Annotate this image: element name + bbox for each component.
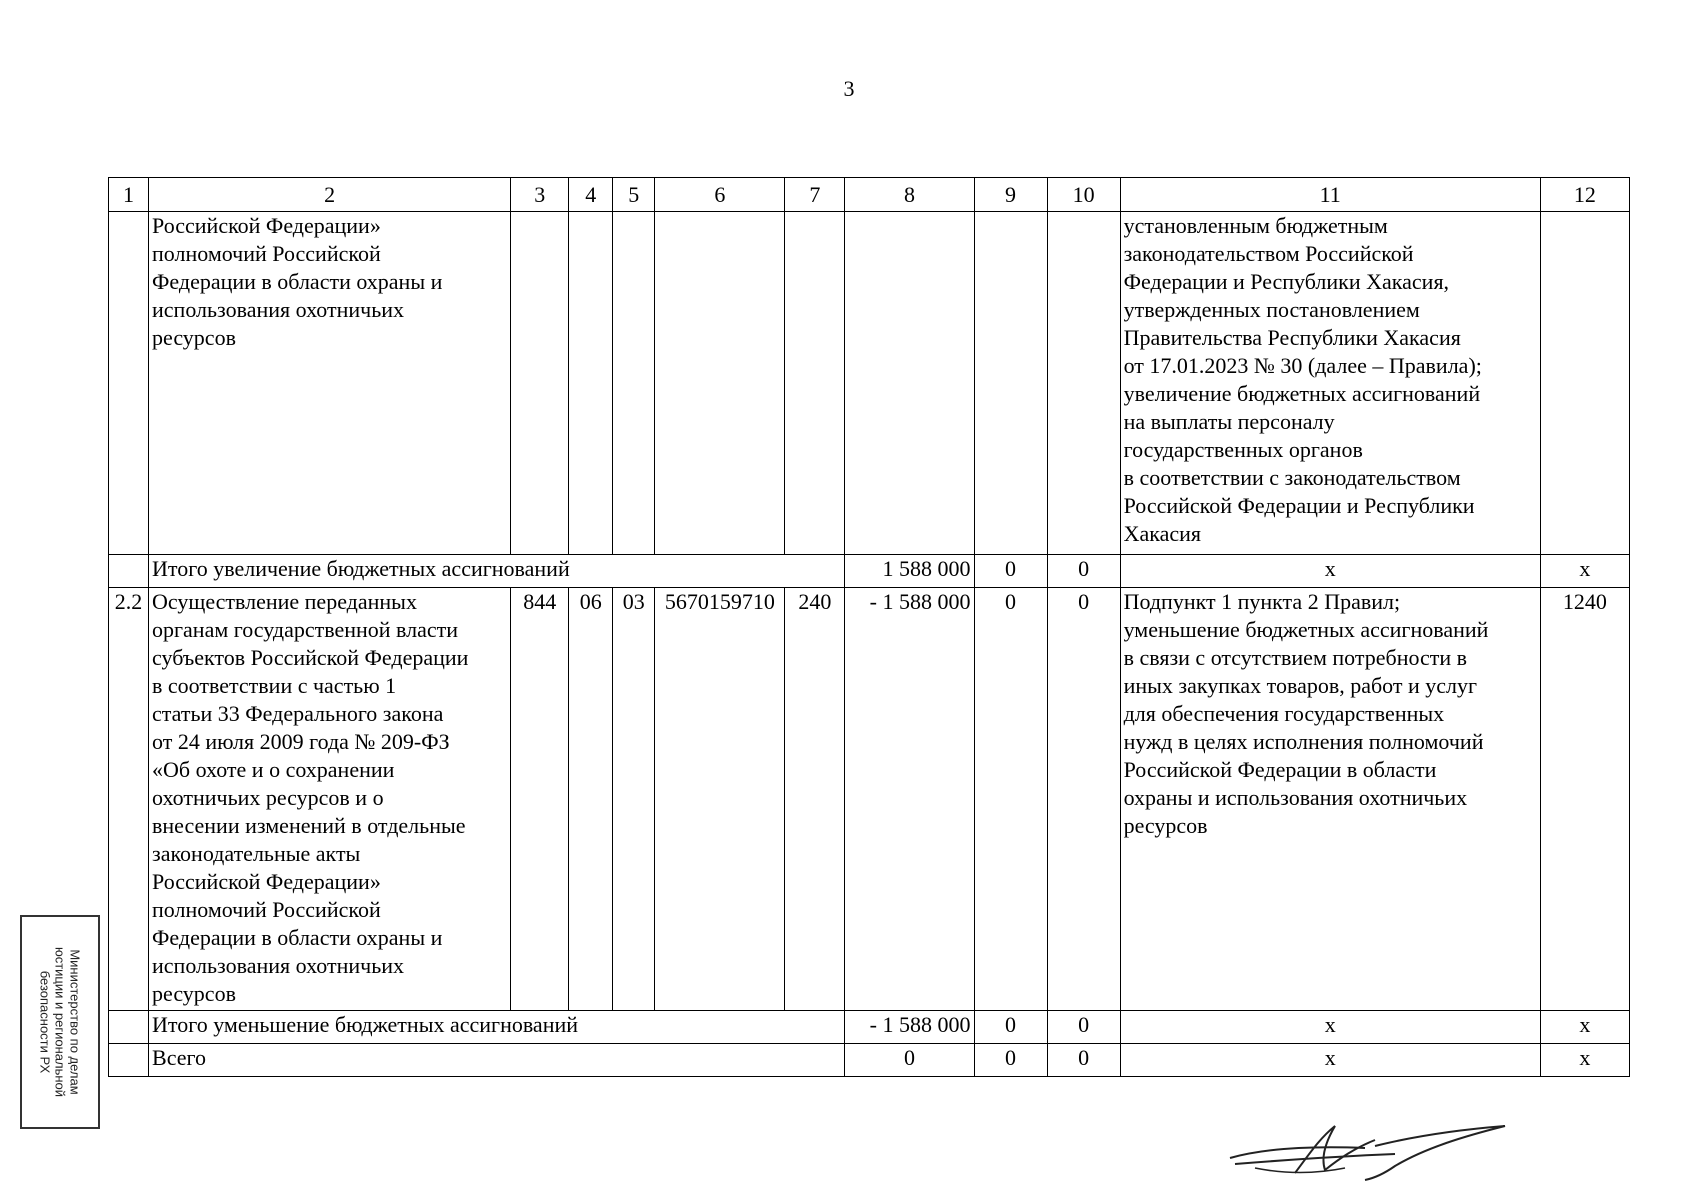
cell-num xyxy=(109,212,149,555)
total-decrease-label: Итого уменьшение бюджетных ассигнований xyxy=(149,1011,845,1044)
cell-name: Осуществление переданных органам государственной власти субъектов Российской Федерации в соответствии с частью 1 статьи 33 Федерального закона от 24 июля 2009 года № 209-ФЗ «Об охоте и о сохранении охотничьих ресурсов и о внесении изменений в отдельные законодательные акты Российской Федерации» полномочий Российской Федерации в области охраны и использования охотничьих ресурсов xyxy=(149,588,511,1011)
column-header: 12 xyxy=(1540,178,1629,212)
page-number: 3 xyxy=(843,76,855,101)
total-increase-col9: 0 xyxy=(974,555,1047,588)
cell-col9: 0 xyxy=(974,588,1047,1011)
cell-col8: - 1 588 000 xyxy=(845,588,974,1011)
cell-empty xyxy=(655,212,785,555)
cell-col5: 03 xyxy=(613,588,655,1011)
registration-stamp xyxy=(20,915,100,1129)
budget-table xyxy=(108,177,1630,1077)
cell-col7: 240 xyxy=(785,588,845,1011)
stamp-text: Министерство по делам юстиции и региональной безопасности РХ xyxy=(37,946,83,1098)
total-decrease-col12: x xyxy=(1540,1011,1629,1044)
cell-col6: 5670159710 xyxy=(655,588,785,1011)
grand-total-col12: x xyxy=(1540,1044,1629,1077)
signature-icon xyxy=(1225,1118,1510,1183)
cell-empty xyxy=(613,212,655,555)
cell-basis: Подпункт 1 пункта 2 Правил; уменьшение бюджетных ассигнований в связи с отсутствием потребности в иных закупках товаров, работ и услуг для обеспечения государственных нужд в целях исполнения полномочий Российской Федерации в области охраны и использования охотничьих ресурсов xyxy=(1120,588,1540,1011)
grand-total-col11: x xyxy=(1120,1044,1540,1077)
grand-total-col8: 0 xyxy=(845,1044,974,1077)
column-header: 3 xyxy=(511,178,569,212)
table-row-item-2-2 xyxy=(109,588,1630,1011)
total-increase-col8: 1 588 000 xyxy=(845,555,974,588)
column-header: 4 xyxy=(569,178,613,212)
cell-col3: 844 xyxy=(511,588,569,1011)
column-header: 1 xyxy=(109,178,149,212)
cell-name: Российской Федерации» полномочий Российской Федерации в области охраны и использования охотничьих ресурсов xyxy=(149,212,511,555)
header-row xyxy=(109,178,1630,212)
column-header: 2 xyxy=(149,178,511,212)
cell-col12: 1240 xyxy=(1540,588,1629,1011)
total-increase-col11: x xyxy=(1120,555,1540,588)
cell-col4: 06 xyxy=(569,588,613,1011)
grand-total-col9: 0 xyxy=(974,1044,1047,1077)
column-header: 10 xyxy=(1047,178,1120,212)
column-header: 6 xyxy=(655,178,785,212)
cell-basis: установленным бюджетным законодательством Российской Федерации и Республики Хакасия, утвержденных постановлением Правительства Республики Хакасия от 17.01.2023 № 30 (далее – Правила); увеличение бюджетных ассигнований на выплаты персоналу государственных органов в соответствии с законодательством Российской Федерации и Республики Хакасия xyxy=(1120,212,1540,555)
total-decrease-col8: - 1 588 000 xyxy=(845,1011,974,1044)
total-decrease-col11: x xyxy=(1120,1011,1540,1044)
cell-empty xyxy=(1540,212,1629,555)
cell-col10: 0 xyxy=(1047,588,1120,1011)
column-header: 7 xyxy=(785,178,845,212)
cell-num: 2.2 xyxy=(109,588,149,1011)
cell-empty xyxy=(974,212,1047,555)
grand-total-col10: 0 xyxy=(1047,1044,1120,1077)
cell-empty xyxy=(511,212,569,555)
table-row-continuation xyxy=(109,212,1630,555)
table-row-total-increase xyxy=(109,555,1630,588)
table-row-grand-total xyxy=(109,1044,1630,1077)
cell-empty xyxy=(569,212,613,555)
cell-empty xyxy=(109,1044,149,1077)
total-decrease-col9: 0 xyxy=(974,1011,1047,1044)
total-decrease-col10: 0 xyxy=(1047,1011,1120,1044)
column-header: 11 xyxy=(1120,178,1540,212)
cell-empty xyxy=(1047,212,1120,555)
total-increase-col12: x xyxy=(1540,555,1629,588)
column-header: 5 xyxy=(613,178,655,212)
total-increase-col10: 0 xyxy=(1047,555,1120,588)
column-header: 9 xyxy=(974,178,1047,212)
table-row-total-decrease xyxy=(109,1011,1630,1044)
cell-empty xyxy=(109,555,149,588)
column-header: 8 xyxy=(845,178,974,212)
cell-empty xyxy=(109,1011,149,1044)
cell-empty xyxy=(785,212,845,555)
cell-empty xyxy=(845,212,974,555)
total-increase-label: Итого увеличение бюджетных ассигнований xyxy=(149,555,845,588)
grand-total-label: Всего xyxy=(149,1044,845,1077)
